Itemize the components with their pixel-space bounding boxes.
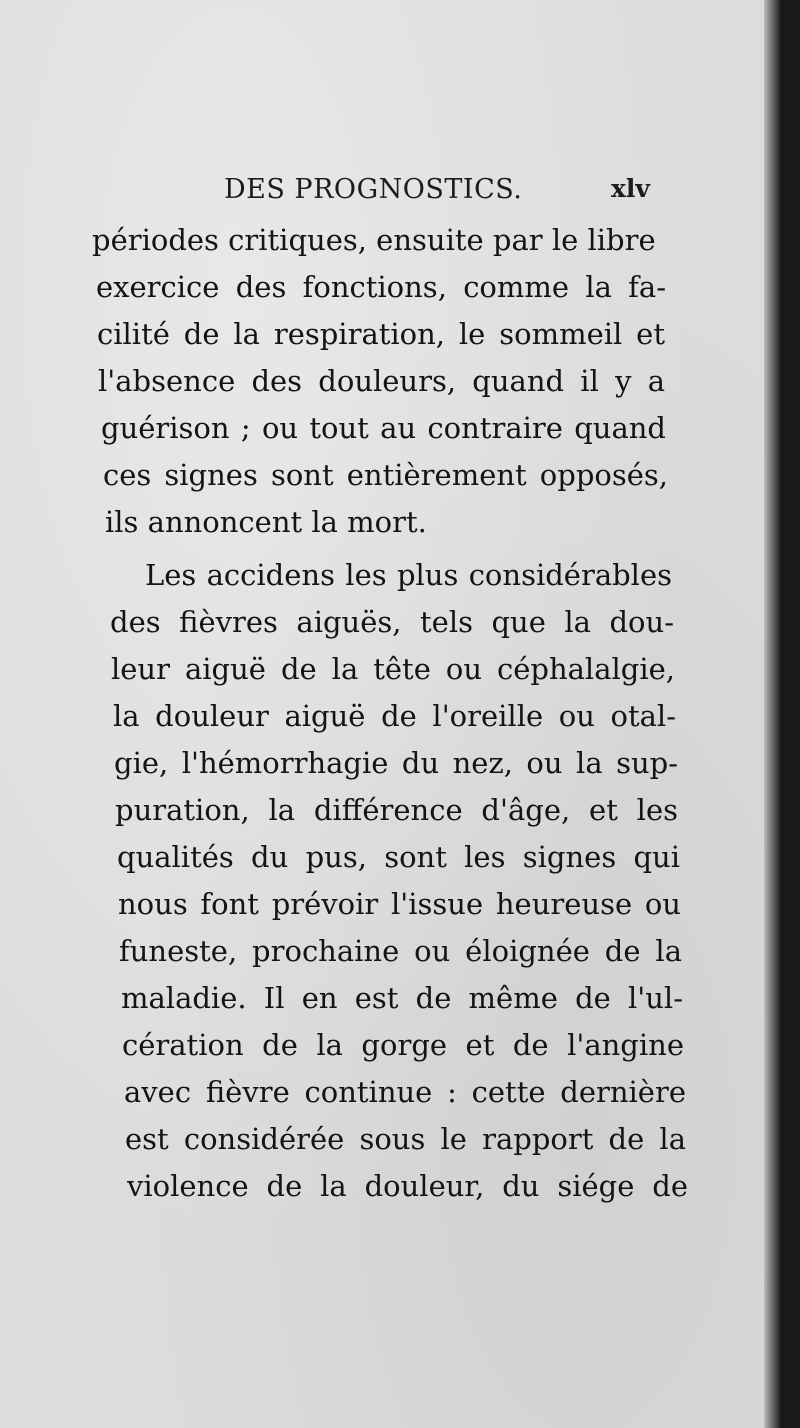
text-line: guérison ; ou tout au contraire quand xyxy=(101,411,666,445)
text-line: cilité de la respiration, le sommeil et xyxy=(97,317,665,351)
text-line: est considérée sous le rapport de la xyxy=(125,1122,686,1156)
text-line: ces signes sont entièrement opposés, xyxy=(103,458,668,492)
text-line: gie, l'hémorrhagie du nez, ou la sup- xyxy=(114,746,678,780)
text-line: des fièvres aiguës, tels que la dou- xyxy=(110,605,674,639)
running-title: DES PROGNOSTICS. xyxy=(224,174,523,205)
text-line: violence de la douleur, du siége de xyxy=(127,1169,688,1203)
text-line: ils annoncent la mort. xyxy=(105,505,427,539)
text-line: Les accidens les plus considérables xyxy=(145,558,672,592)
text-line: puration, la différence d'âge, et les xyxy=(115,793,678,827)
text-line: qualités du pus, sont les signes qui xyxy=(117,840,680,874)
text-line: avec fièvre continue : cette dernière xyxy=(124,1075,686,1109)
text-line: périodes critiques, ensuite par le libre xyxy=(92,223,656,257)
text-line: cération de la gorge et de l'angine xyxy=(122,1028,684,1062)
text-line: la douleur aiguë de l'oreille ou otal- xyxy=(113,699,676,733)
text-line: leur aiguë de la tête ou céphalalgie, xyxy=(111,652,675,686)
page-number: xlv xyxy=(611,174,650,203)
text-line: l'absence des douleurs, quand il y a xyxy=(98,364,665,398)
text-line: nous font prévoir l'issue heureuse ou xyxy=(118,887,681,921)
text-line: maladie. Il en est de même de l'ul- xyxy=(121,981,683,1015)
text-line: exercice des fonctions, comme la fa- xyxy=(96,270,666,304)
text-line: funeste, prochaine ou éloignée de la xyxy=(119,934,682,968)
